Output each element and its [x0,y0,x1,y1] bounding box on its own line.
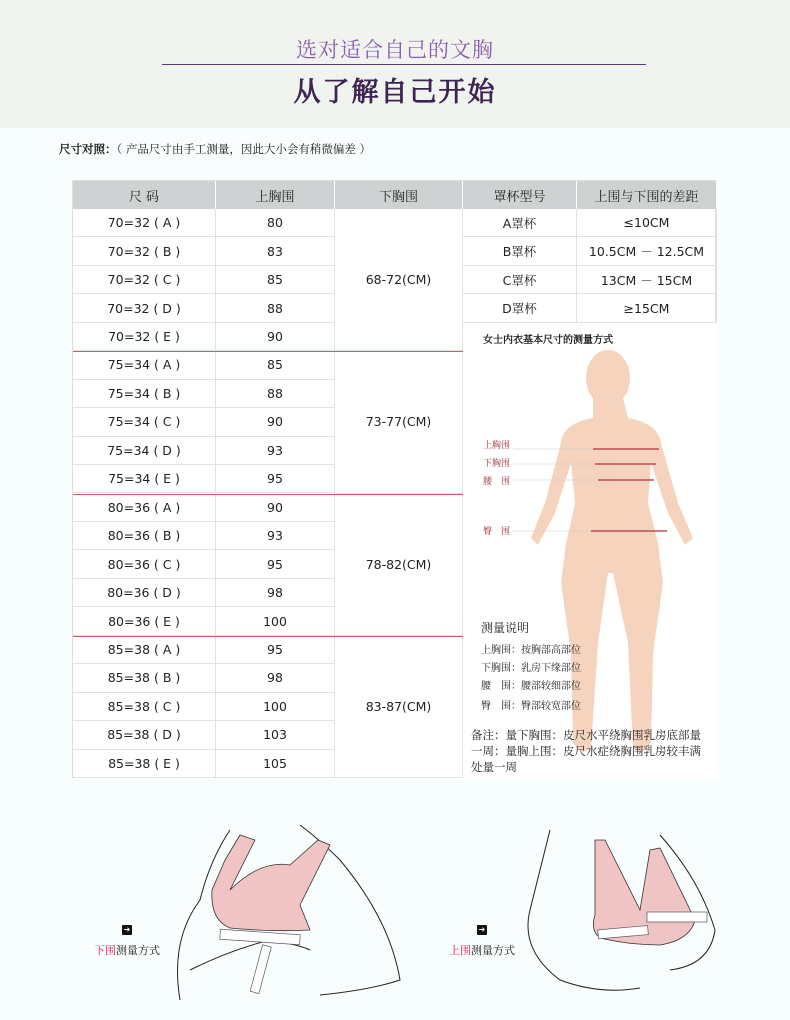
explain-item: 下胸围：乳房下缘部位 [481,663,581,674]
cup-cell: B罩杯 [463,237,577,265]
explain-item: 上胸围：按胸部高部位 [481,645,581,656]
group-divider [73,494,463,495]
size-cell: 75=34 ( E ) [73,465,216,493]
size-cell: 70=32 ( C ) [73,266,216,294]
label-hip: 臀 围 [483,527,511,537]
cup-cell: D罩杯 [463,294,577,322]
upper-bust-cell: 90 [216,408,335,436]
size-cell: 80=36 ( D ) [73,579,216,607]
underbust-caption: 下围测量方式 [94,944,160,957]
divider [162,64,646,65]
upper-bust-cell: 98 [216,664,335,692]
arrow-icon: ➜ [123,925,131,934]
column-header: 上胸围 [216,181,335,209]
cup-cell: C罩杯 [463,266,577,294]
upper-bust-cell: 100 [216,693,335,721]
size-cell: 70=32 ( A ) [73,209,216,237]
column-header: 尺 码 [73,181,216,209]
size-cell: 85=38 ( D ) [73,721,216,749]
size-note [59,141,371,157]
upper-bust-cell: 83 [216,237,335,265]
difference-cell: 10.5CM － 12.5CM [577,237,717,265]
size-cell: 80=36 ( C ) [73,550,216,578]
size-cell: 75=34 ( D ) [73,437,216,465]
upper-bust-cell: 93 [216,437,335,465]
upper-bust-cell: 98 [216,579,335,607]
note-text: （ 产品尺寸由手工测量，因此大小会有稍微偏差 ） [116,142,372,156]
under-bust-cell: 68-72(CM) [335,209,463,351]
size-cell: 80=36 ( A ) [73,494,216,522]
upper-bust-cell: 88 [216,380,335,408]
under-bust-cell: 78-82(CM) [335,494,463,636]
label-upper-bust: 上胸围 [483,441,511,451]
explain-item: 腰 围：腰部较细部位 [481,681,581,692]
under-bust-cell: 83-87(CM) [335,636,463,778]
difference-cell: ≤10CM [577,209,717,237]
label-under-bust: 下胸围 [483,459,511,469]
underbust-illustration [170,820,470,1010]
upper-bust-cell: 85 [216,266,335,294]
upper-bust-cell: 105 [216,750,335,778]
column-header: 下胸围 [335,181,463,209]
size-cell: 75=34 ( C ) [73,408,216,436]
upper-bust-cell: 85 [216,351,335,379]
panel-title: 女士内衣基本尺寸的测量方式 [483,335,613,346]
upper-bust-cell: 100 [216,607,335,635]
note-label: 尺寸对照： [59,142,117,156]
difference-cell: 13CM － 15CM [577,266,717,294]
column-header: 罩杯型号 [463,181,577,209]
upper-bust-cell: 95 [216,550,335,578]
arrow-icon: ➜ [478,925,486,934]
group-divider [73,351,463,352]
remark: 备注：量下胸围：皮尺水平绕胸围乳房底部量一周：量胸上围：皮尺水症绕胸围乳房较丰满处量一周 [471,728,701,774]
size-cell: 75=34 ( A ) [73,351,216,379]
size-cell: 70=32 ( D ) [73,294,216,322]
explain-item: 臀 围：臀部较宽部位 [481,701,581,712]
size-cell: 70=32 ( E ) [73,323,216,351]
size-cell: 85=38 ( B ) [73,664,216,692]
upper-bust-cell: 95 [216,465,335,493]
upperbust-caption: 上围测量方式 [449,944,515,957]
upper-bust-cell: 90 [216,323,335,351]
difference-cell: ≥15CM [577,294,717,322]
upper-bust-cell: 93 [216,522,335,550]
size-cell: 70=32 ( B ) [73,237,216,265]
size-cell: 75=34 ( B ) [73,380,216,408]
measurement-panel [463,323,717,779]
size-cell: 80=36 ( E ) [73,607,216,635]
label-waist: 腰 围 [483,477,511,487]
upper-bust-cell: 90 [216,494,335,522]
group-divider [73,636,463,637]
cup-cell: A罩杯 [463,209,577,237]
page-title: 从了解自己开始 [293,77,497,108]
size-cell: 85=38 ( E ) [73,750,216,778]
size-cell: 85=38 ( C ) [73,693,216,721]
column-header: 上围与下围的差距 [577,181,717,209]
upper-bust-cell: 95 [216,636,335,664]
upper-bust-cell: 88 [216,294,335,322]
size-cell: 80=36 ( B ) [73,522,216,550]
hero-banner [0,0,790,128]
upper-bust-cell: 103 [216,721,335,749]
under-bust-cell: 73-77(CM) [335,351,463,493]
explain-title: 测量说明 [481,621,530,635]
size-cell: 85=38 ( A ) [73,636,216,664]
upper-bust-cell: 80 [216,209,335,237]
subtitle: 选对适合自己的文胸 [296,38,494,62]
upperbust-illustration [520,820,720,1010]
size-table [72,180,716,778]
